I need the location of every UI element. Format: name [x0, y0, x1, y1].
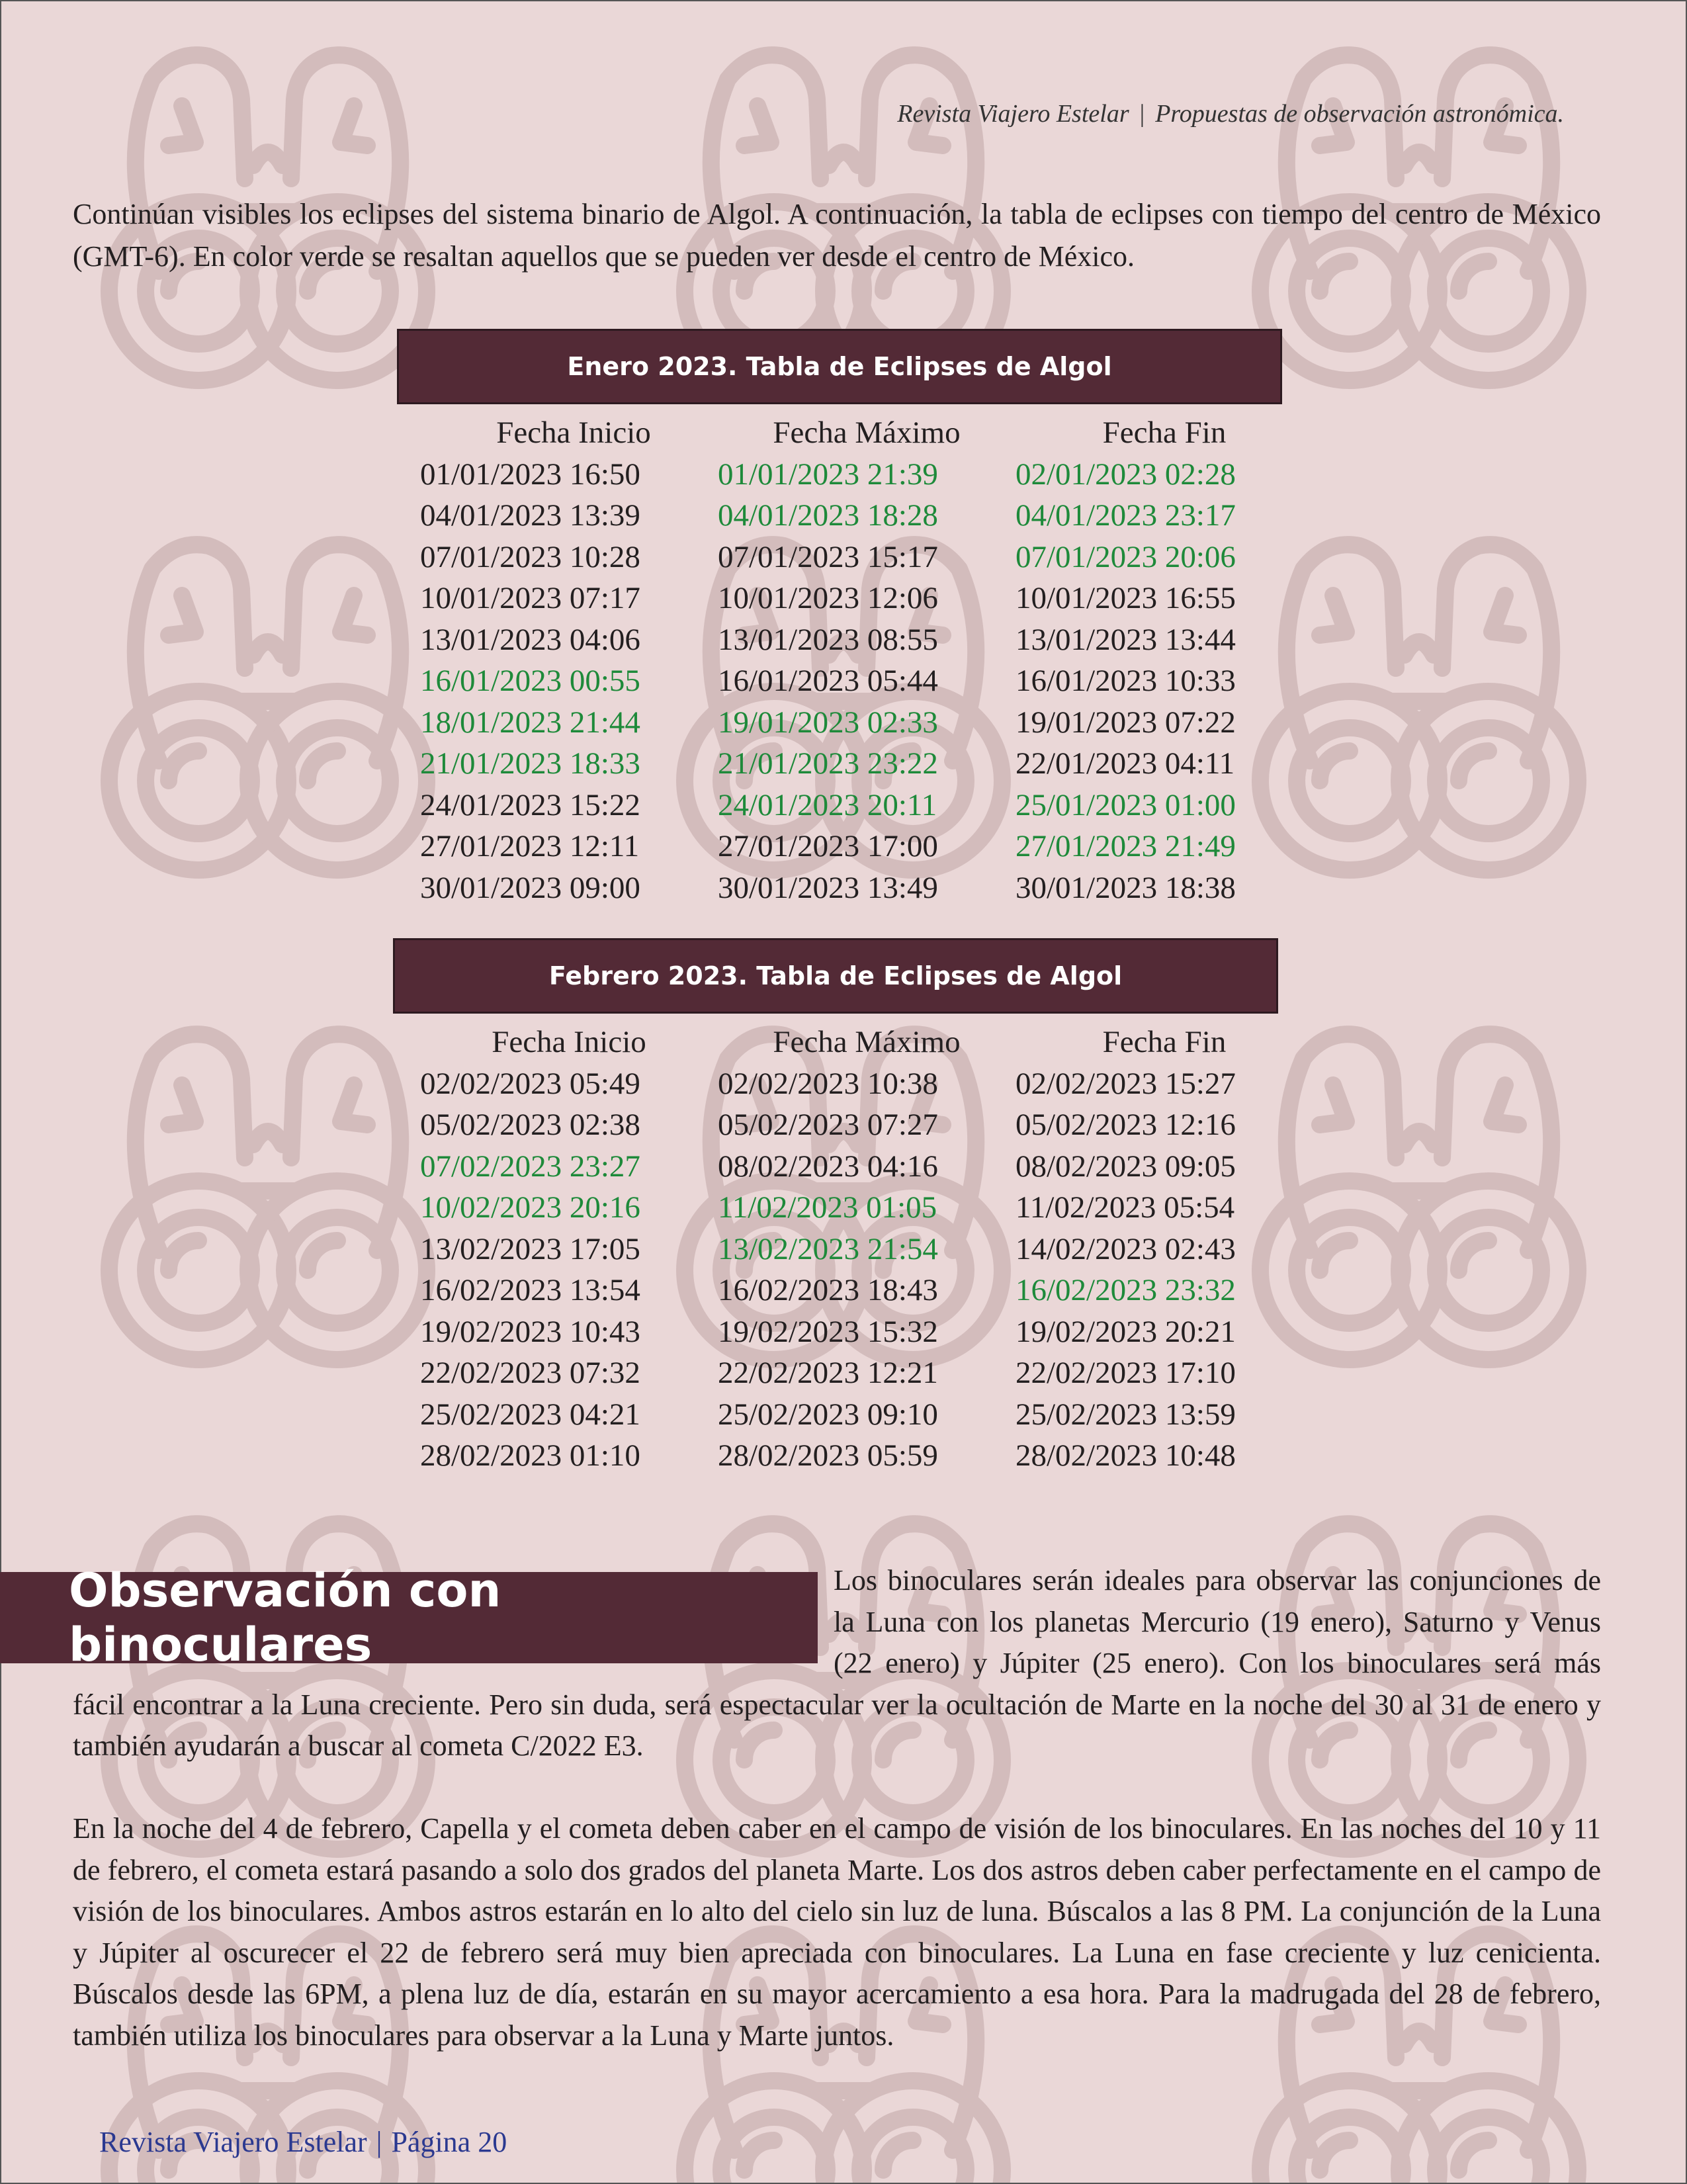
table-row — [420, 1270, 1313, 1311]
eclipse-time-cell: 14/02/2023 02:43 — [1016, 1231, 1236, 1266]
eclipse-time-cell: 25/02/2023 09:10 — [718, 1397, 938, 1432]
eclipse-time-cell: 07/01/2023 15:17 — [718, 539, 938, 574]
eclipse-time-cell: 21/01/2023 18:33 — [420, 746, 640, 781]
section-title: Observación con binoculares — [69, 1563, 501, 1672]
eclipse-time-cell: 30/01/2023 13:49 — [718, 870, 938, 905]
page-footer — [99, 2125, 507, 2159]
eclipse-time-cell: 24/01/2023 20:11 — [718, 787, 937, 822]
column-header: Fecha Inicio — [496, 415, 651, 450]
footer-magazine: Revista Viajero Estelar — [99, 2126, 367, 2158]
table-row — [420, 1104, 1313, 1146]
eclipse-time-cell: 19/02/2023 15:32 — [718, 1314, 938, 1349]
eclipse-time-cell: 19/02/2023 10:43 — [420, 1314, 640, 1349]
running-header — [897, 99, 1564, 128]
eclipse-time-cell: 19/01/2023 07:22 — [1016, 705, 1236, 740]
eclipse-time-cell: 13/01/2023 04:06 — [420, 622, 640, 657]
eclipse-time-cell: 28/02/2023 01:10 — [420, 1438, 640, 1473]
eclipse-time-cell: 19/02/2023 20:21 — [1016, 1314, 1236, 1349]
eclipse-time-cell: 10/01/2023 12:06 — [718, 581, 938, 615]
footer-separator: | — [376, 2126, 382, 2158]
eclipse-time-cell: 04/01/2023 23:17 — [1016, 498, 1236, 533]
eclipse-time-cell: 30/01/2023 09:00 — [420, 870, 640, 905]
eclipse-time-cell: 07/01/2023 20:06 — [1016, 539, 1236, 574]
header-magazine: Revista Viajero Estelar — [897, 100, 1129, 128]
eclipse-time-cell: 24/01/2023 15:22 — [420, 787, 640, 822]
eclipse-time-cell: 10/01/2023 07:17 — [420, 581, 640, 615]
eclipse-time-cell: 08/02/2023 04:16 — [718, 1149, 938, 1184]
table-row — [420, 1435, 1313, 1477]
page-number: Página 20 — [391, 2126, 507, 2158]
eclipse-time-cell: 01/01/2023 21:39 — [718, 457, 938, 492]
table-row — [420, 1146, 1313, 1188]
eclipse-time-cell: 16/01/2023 10:33 — [1016, 664, 1236, 698]
table-row — [420, 537, 1313, 578]
eclipse-table-enero — [420, 412, 1313, 908]
eclipse-time-cell: 27/01/2023 17:00 — [718, 829, 938, 863]
intro-paragraph: Continúan visibles los eclipses del sistema binario de Algol. A continuación, la tabla de eclipses con tiempo del centro de México (GMT-6). En color verde se resaltan aquellos que se pueden ver desde el centro de México. — [73, 198, 1601, 273]
eclipse-time-cell: 10/01/2023 16:55 — [1016, 581, 1236, 615]
eclipse-time-cell: 19/01/2023 02:33 — [718, 705, 938, 740]
eclipse-time-cell: 10/02/2023 20:16 — [420, 1190, 640, 1225]
eclipse-time-cell: 08/02/2023 09:05 — [1016, 1149, 1236, 1184]
eclipse-time-cell: 25/02/2023 13:59 — [1016, 1397, 1236, 1432]
table-row — [420, 1187, 1313, 1229]
eclipse-time-cell: 16/01/2023 00:55 — [420, 664, 640, 698]
eclipse-time-cell: 07/02/2023 23:27 — [420, 1149, 640, 1184]
eclipse-time-cell: 22/02/2023 12:21 — [718, 1356, 938, 1390]
table-row — [420, 454, 1313, 496]
eclipse-time-cell: 01/01/2023 16:50 — [420, 457, 640, 492]
table-header-row — [420, 1022, 1313, 1063]
eclipse-time-cell: 05/02/2023 12:16 — [1016, 1108, 1236, 1142]
eclipse-time-cell: 07/01/2023 10:28 — [420, 539, 640, 574]
eclipse-time-cell: 02/02/2023 10:38 — [718, 1066, 938, 1101]
eclipse-time-cell: 05/02/2023 02:38 — [420, 1108, 640, 1142]
table-row — [420, 495, 1313, 537]
header-section: Propuestas de observación astronómica. — [1155, 100, 1564, 128]
table-row — [420, 1394, 1313, 1436]
eclipse-time-cell: 02/02/2023 15:27 — [1016, 1066, 1236, 1101]
eclipse-time-cell: 27/01/2023 12:11 — [420, 829, 640, 863]
eclipse-table-febrero — [420, 1022, 1313, 1477]
eclipse-time-cell: 13/01/2023 08:55 — [718, 622, 938, 657]
table-row — [420, 578, 1313, 619]
table-row — [420, 1229, 1313, 1270]
eclipse-time-cell: 22/02/2023 07:32 — [420, 1356, 640, 1390]
eclipse-time-cell: 27/01/2023 21:49 — [1016, 829, 1236, 863]
column-header: Fecha Máximo — [773, 415, 961, 450]
eclipse-time-cell: 16/02/2023 13:54 — [420, 1273, 640, 1307]
table-row — [420, 619, 1313, 661]
column-header: Fecha Máximo — [773, 1025, 961, 1059]
eclipse-time-cell: 11/02/2023 05:54 — [1016, 1190, 1235, 1225]
table-title-enero: Enero 2023. Tabla de Eclipses de Algol — [397, 329, 1282, 404]
eclipse-time-cell: 16/02/2023 23:32 — [1016, 1273, 1236, 1307]
eclipse-time-cell: 13/01/2023 13:44 — [1016, 622, 1236, 657]
column-header: Fecha Fin — [1102, 415, 1227, 450]
table-header-row — [420, 412, 1313, 454]
eclipse-time-cell: 04/01/2023 13:39 — [420, 498, 640, 533]
header-separator: | — [1139, 100, 1145, 128]
table-row — [420, 702, 1313, 744]
eclipse-time-cell: 22/01/2023 04:11 — [1016, 746, 1235, 781]
banner-spacer — [73, 1560, 834, 1684]
table-row — [420, 867, 1313, 909]
eclipse-time-cell: 18/01/2023 21:44 — [420, 705, 640, 740]
body-paragraph-2: En la noche del 4 de febrero, Capella y el cometa deben caber en el campo de visión de los binoculares. En las noches del 10 y 11 de febrero, el cometa estará pasando a solo dos grados del planeta Marte. Los dos astros deben caber perfectamente en el campo de visión de los binoculares. Ambos astros estarán en lo alto del cielo sin luz de luna. Búscalos a las 8 PM. La conjunción de la Luna y Júpiter al oscurecer el 22 de febrero será muy bien apreciada con binoculares. La Luna en fase creciente y luz cenicienta. Búscalos desde las 6PM, a plena luz de día, estarán en su mayor acercamiento a esa hora. Para la madrugada del 28 de febrero, también utiliza los binoculares para observar a la Luna y Marte juntos. — [73, 1812, 1601, 2052]
column-header: Fecha Fin — [1102, 1025, 1227, 1059]
eclipse-time-cell: 04/01/2023 18:28 — [718, 498, 938, 533]
table-row — [420, 1311, 1313, 1353]
eclipse-time-cell: 16/01/2023 05:44 — [718, 664, 938, 698]
eclipse-time-cell: 05/02/2023 07:27 — [718, 1108, 938, 1142]
table-row — [420, 785, 1313, 826]
table-row — [420, 1352, 1313, 1394]
eclipse-time-cell: 30/01/2023 18:38 — [1016, 870, 1236, 905]
eclipse-time-cell: 13/02/2023 17:05 — [420, 1231, 640, 1266]
column-header: Fecha Inicio — [492, 1025, 646, 1059]
eclipse-time-cell: 16/02/2023 18:43 — [718, 1273, 938, 1307]
eclipse-time-cell: 25/01/2023 01:00 — [1016, 787, 1236, 822]
table-row — [420, 1063, 1313, 1105]
table-row — [420, 660, 1313, 702]
eclipse-time-cell: 02/02/2023 05:49 — [420, 1066, 640, 1101]
table-title-febrero: Febrero 2023. Tabla de Eclipses de Algol — [393, 938, 1278, 1014]
eclipse-time-cell: 22/02/2023 17:10 — [1016, 1356, 1236, 1390]
table-row — [420, 743, 1313, 785]
body-paragraph-1: Los binoculares serán ideales para observar las conjunciones de la Luna con los planetas Mercurio (19 enero), Saturno y Venus (22 enero) y Júpiter (25 enero). Con los binoculares será más fácil encontrar a la Luna creciente. Pero sin duda, será espectacular ver la ocultación de Marte en la noche del 30 al 31 de enero y también ayudarán a buscar al cometa C/2022 E3. — [73, 1564, 1601, 1762]
section-body — [73, 1560, 1601, 2056]
eclipse-time-cell: 25/02/2023 04:21 — [420, 1397, 640, 1432]
eclipse-time-cell: 28/02/2023 05:59 — [718, 1438, 938, 1473]
eclipse-time-cell: 02/01/2023 02:28 — [1016, 457, 1236, 492]
eclipse-time-cell: 11/02/2023 01:05 — [718, 1190, 937, 1225]
table-row — [420, 826, 1313, 867]
eclipse-time-cell: 21/01/2023 23:22 — [718, 746, 938, 781]
eclipse-time-cell: 13/02/2023 21:54 — [718, 1231, 938, 1266]
eclipse-time-cell: 28/02/2023 10:48 — [1016, 1438, 1236, 1473]
